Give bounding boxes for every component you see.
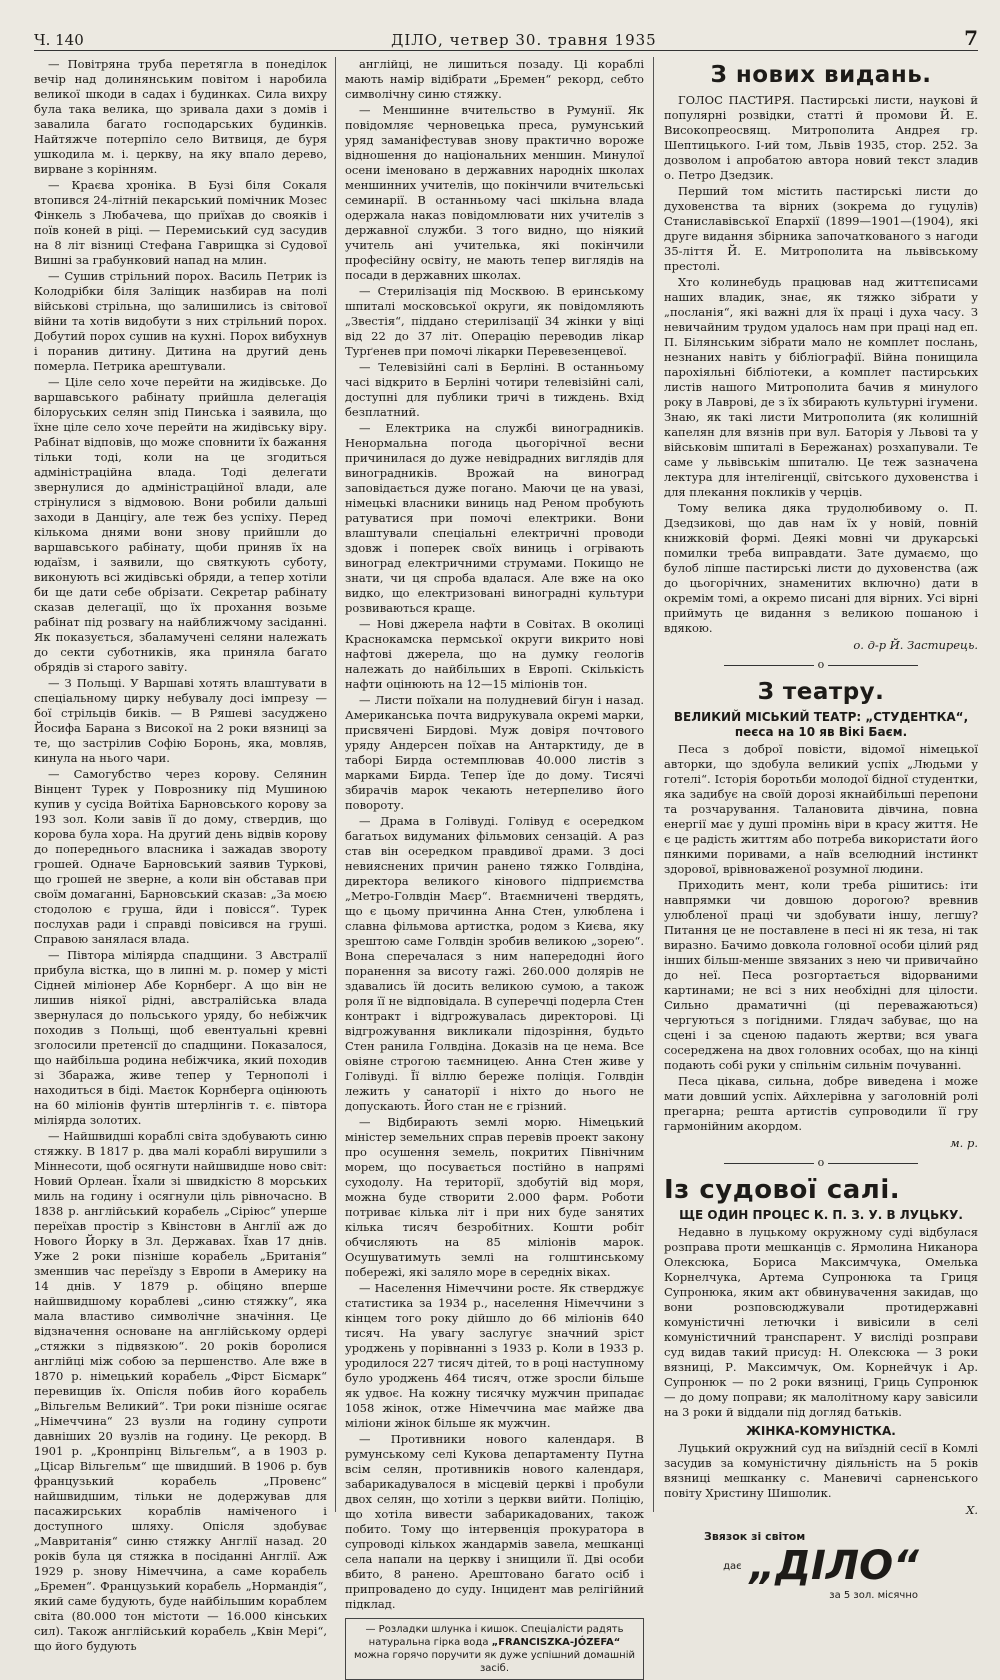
article-paragraph: ГОЛОС ПАСТИРЯ. Пастирські листи, наукові й популярні розвідки, статті й промови Й. Е. Високопреосвящ. Митрополита Андрея гр. Шептицького. І-ий том, Львів 1935, стор. 252. За дозволом і апробатою автора новий текст зладив о. Петро Дзедзик. (664, 93, 978, 182)
section-title-theatre: З театру. (757, 679, 885, 705)
page-number: 7 (964, 26, 978, 50)
dilo-ad-line-1: Звязок зі світом (704, 1530, 806, 1543)
article-paragraph: — Населення Німеччини росте. Як стверджує статистика за 1934 р., населення Німеччини з кінцем того року дійшло до 66 міліонів 640 тисяч. На увагу заслугує значний зріст уроджень у порівнанні з 1933 р. Коли в 1933 р. уродилося 227 тисяч дітей, то в році наступному було уроджень 464 тисяч, отже зросли більше як удвоє. На кожну тисячку мужчин припадає 1058 жінок, отже Німеччина має майже два міліони жінок більше як мужчин. (345, 1281, 645, 1430)
article-paragraph: Приходить мент, коли треба рішитись: іти навпрямки чи довшою дорогою? вревнив улюбленої праці чи здобувати іншу, легшу? Питання це не поставлене в песі ні як теза, ні так виразно. Бачимо довкола головної особи цілий ряд інших більш-менше звязаних з нею чи привичайно до неї. Песа розгортається відорваними картинами; не всі з них необхідні для цілости. Сильно драматичні (ці переважаються) чергуються з погідними. Глядач забуває, що на сцені і за сценою падають жертви; вся увага сосереджена на двох головних особах, що на кінці подають собі руки у спільнім сильнім почуванні. (664, 878, 978, 1072)
article-paragraph: — Самогубство через корову. Селянин Вінцент Турек у Поврознику під Мушиною купив у сусіда Войтіха Барновського корову за 193 зол. Коли завів її до дому, ствердив, що корова була хора. На другий день відвів корову до попереднього власника і зажадав звороту грошей. Одначе Барновський заявив Туркові, що грошей не зверне, а коли він обставав при своїм домаганні, Барновський сказав: „За моєю стодолою є груша, йди і повісся“. Турек послухав ради і справді повісився на груші. Справою занялася влада. (34, 767, 327, 946)
article-paragraph: — Драма в Голівуді. Голівуд є осередком багатьох видуманих фільмових сензацій. А раз став він осередком правдивої драми. З досі невияснених причин ранено тяжко Голвдіна, директора великого кінового підприємства „Метро-Голвдін Маєр“. Втаємничені твердять, що є цьому причинна Анна Стен, улюблена і славна фільмова артистка, родом з Києва, яку зрештою саме Голвдін зробив великою „зорею“. Вона сперечалася з ним напередодні його поранення за висоту гажі. 260.000 долярів не здавались їй досить великою сумою, а також роля її не відповідала. В суперечці подерла Стен контракт і відгрожувалась директорові. Ці відгрожування викликали підозріння, будьто Стен ранила Голвдіна. Доказів на це нема. Все овіяне строгою таємницею. Анна Стен живе у Голівуді. Її віллю береже поліція. Голвдін лежить у санаторії і ніхто до нього не допускають. Його стан не є грізний. (345, 814, 644, 1113)
ad-line-1: — Розладки шлунка і кишок. Спеціалісти радять (365, 1624, 624, 1635)
signature-publications: о. д-р Й. Застирець. (853, 638, 978, 652)
article-paragraph: Песа з доброї повісти, відомої німецької авторки, що здобула великий успіх „Людьми у готелі“. Історія боротьби молодої бідної студентки, яка задибує на своїй дорозі якнайбільші перепони та розчарування. Талановита дівчина, повна енергії має у душі промінь віри в красу життя. Не є це радість життям або потреба використати його пянкими поривами, а наїв вселюдний інстинкт здорової, врівноваженої розумної людини. (664, 742, 978, 876)
column-3 (654, 57, 978, 1601)
mineral-water-ad (345, 1618, 644, 1680)
article-paragraph: — Нові джерела нафти в Совітах. В околиці Краснокамска пермської округи викрито нові нафтові джерела, що на думку геологів належать до найбільших в Европі. Скількість нафти оцінюють на 12—15 міліонів тон. (345, 617, 644, 691)
article-paragraph: — Відбирають землі морю. Німецький міністер земельних справ перевів проект закону про осушення земель, покритих Північним морем, що посувається постійно в напрямі суходолу. На території, здобутій від моря, можна буде створити 2.000 фарм. Роботи потриває кілька літ і при них буде занятих кілька тисяч безробітних. Кошти робіт обчисляють на 85 міліонів марок. Осушуватимуть землі на голштинському побережі, які заляло море в середніх віках. (345, 1115, 644, 1279)
article-paragraph: — Повітряна труба перетягла в понеділок вечір над долинянським повітом і наробила великої шкоди в садах і будинках. Сила вихру була така велика, що зривала дахи з домів і завалила багато господарських будинків. Найтяжче потерпіло село Витвиця, де буря ушкодила м. і. церкву, на яку впало дерево, вирване з корінням. (34, 57, 327, 176)
ad-line-3: можна горячо поручити як дуже успішний домашній засіб. (354, 1650, 635, 1674)
article-paragraph: Хто колинебудь працював над життєписами наших владик, знає, як тяжко зібрати у „посланія“, які важні для їх праці і духа часу. З невичайним трудом удалось нам при праці над еп. П. Білянським зібрати мало не комплет послань, незнаних навіть у бібліографії. Війна понищила парохіяльні бібліотеки, а комплет пастирських листів нашого Митрополита бачив я минулого року в Лаврові, де з їх збирають культурні ігумени. Знаю, як такі листи Митрополита (як колишній капелян для вязнів при вул. Баторія у Львові та у військовім шпиталі в Бережанах) розхапували. Те саме у львівськім шпиталю. Це теж зазначена лектура для інтелігенції, світського духовенства і для плекання покликів у черців. (664, 275, 978, 499)
article-paragraph: Песа цікава, сильна, добре виведена і може мати довший успіх. Айхлерівна у заголовній ролі прегарна; решта артистів супроводили її гру гармонійним акордом. (664, 1074, 978, 1133)
dilo-ad-price: за 5 зол. місячно (829, 1590, 918, 1601)
section-title-new-publications: З нових видань. (710, 62, 932, 88)
article-paragraph: — Півтора міліярда спадщини. З Австралії прибула вістка, що в липні м. р. помер у місті Сідней міліонер Абе Корнберг. А що він не лишив ніякої рідні, австралійська влада звернулася до польського уряду, бо небіжчик походив з Польщі, щоб евентуальні кревні зголосили претенсії до спадщини. Показалося, що найбільша родина небіжчика, який походив зі Збаража, живе тепер у Тернополі і находиться в біді. Маєток Корнберга оцінюють на 60 міліонів фунтів штерлінгів т. є. півтора міліярда золотих. (34, 948, 327, 1127)
signature-theatre: м. р. (950, 1136, 978, 1150)
article-paragraph: — Листи поїхали на полудневий бігун і назад. Американська почта видрукувала окремі марки, присвячені Бирдові. Муж довіря почтового уряду Андерсен поїхав на Антарктиду, де в таборі Бирда остемплював 40.000 листів з марками Бирда. Тепер їде до дому. Тисячі збирачів марок чекають нетерпеливо його повороту. (345, 693, 644, 812)
section-title-court: Із судової салі. (664, 1175, 901, 1205)
columns (34, 57, 978, 1674)
article-paragraph: — З Польщі. У Варшаві хотять влаштувати в спеціальному цирку небувалу досі імпрезу — бої стрільців биків. — В Ряшеві засуджено Йосифа Барана з Високої на 2 роки вязниці за те, що застрілив Софію Боронь, яка, мовляв, кинула на нього чари. (34, 676, 327, 765)
ad-line-2: натуральна гірка вода (368, 1637, 489, 1648)
dilo-ad-gives: дає (723, 1560, 742, 1572)
article-paragraph: Тому велика дяка трудолюбивому о. П. Дзедзикові, що дав нам їх у новій, повній книжковій формі. Деякі мовні чи друкарські помилки треба виправдати. Зате думаємо, що булоб ліпше пастирські листи до духовенства (аж до цьогорічних, знаменитих включно) дати в окремім томі, а окремо писані для вірних. Усі вірні приймуть це видання з великою пошаною і вдякою. (664, 501, 978, 635)
article-paragraph: Луцький окружний суд на виїздній сесії в Комлі засудив за комуністичну діяльність на 5 років вязниці мешканку с. Маневичі сарненського повіту Христину Шишолик. (664, 1441, 978, 1500)
article-paragraph: — Противники нового календаря. В румунському селі Кукова департаменту Путна всім селян, противників нового календаря, забарикадувалося в місцевій церкві і пробули двох селян, що хотіли з церкви вийти. Поліцію, що хотіла вивести забарикадованих, також побито. Тому що інтервенція прокуратора в супроводі кількох жандармів завела, мешканці села напали на церкву і знищили її. Дві особи вбито, 8 ранено. Арештовано багато осіб і припровадено до суду. Інцидент мав релігійний підклад. (345, 1432, 644, 1611)
article-paragraph: — Меншинне вчительство в Румунії. Як повідомляє черновецька преса, румунський уряд заманіфестував знову практично вороже відношення до національних меншин. Минулої осени іменовано в державних народніх школах меншинних учителів, що покінчили вчительські семинарії. В останньому часі шкільна влада одержала наказ повідомлювати них учителів з державної служби. З того видно, що ніякий учитель ані учителька, які покінчили професійну освіту, не мають тепер виглядів на посади в державних школах. (345, 103, 644, 282)
article-paragraph: Недавно в луцькому окружному суді відбулася розправа проти мешканців с. Ярмолина Никанора Олексюка, Бориса Максимчука, Омелька Корнелчука, Артема Супронюка та Гриця Супронюка, яким акт обвинувачення закидав, що вони розповсюджували протидержавні комуністичні летючки і вивісили в селі комуністичний транспарент. У висліді розправи суд видав такий присуд: Н. Олексюка — 3 роки вязниці, Р. Максимчук, Ом. Корнейчук і Ар. Супронюк — по 2 роки вязниці, Гриць Супронюк — до дому поправи; як малолітному кару завісили на 3 роки й віддали під догляд батьків. (664, 1225, 978, 1419)
article-paragraph: Перший том містить пастирські листи до духовенства та вірних (зокрема до гуцулів) Станиславівської Епархії (1899—1901—(1904), які друге видання збірника започаткованого з нагоди 35-ліття Й. Е. Митрополита на львівському престолі. (664, 184, 978, 273)
divider: o (664, 1155, 978, 1170)
court-subheading-2: ЖІНКА-КОМУНІСТКА. (746, 1424, 896, 1438)
newspaper-date-line: ДІЛО, четвер 30. травня 1935 (391, 31, 657, 49)
column-1 (34, 57, 336, 1653)
article-paragraph: — Ціле село хоче перейти на жидівське. До варшавського рабінату прийшла делегація білоруських селян зпід Пинська і заявила, що їхне ціле село хоче перейти на жидівську віру. Рабінат відповів, що може сповнити їх бажання тільки тоді, коли на це згодиться адміністраційна влада. Тоді делегати звернулися до адміністраційної влади, але стрінулися з відмовою. Вони робили дальші заходи в Данцігу, але теж без успіху. Перед кількома днями вони знову прийшли до варшавського рабінату, щоби приняв їх на юдаїзм, і заявили, що святкують суботу, виконують всі жидівські обряди, а тепер хотіли би ще дати себе обрізати. Секретар рабінату сказав делегації, що їх прохання возьме рабінат під розвагу на найближчому засіданні. Як показується, збаламучені селяни належать до секти суботників, яка приняла багато обрядів зі старого завіту. (34, 375, 327, 674)
article-paragraph: — Телевізійні салі в Берліні. В останньому часі відкрито в Берліні чотири телевізійні салі, доступні для публики тричі в тиждень. Вхід безплатний. (345, 360, 644, 419)
court-subheading-1: ЩЕ ОДИН ПРОЦЕС К. П. З. У. В ЛУЦЬКУ. (679, 1208, 963, 1222)
ad-brand: „FRANCISZKA-JÓZEFA“ (491, 1637, 621, 1648)
article-paragraph: англійці, не лишиться позаду. Ці кораблі мають намір відібрати „Бремен“ рекорд, себто символічну синю стяжку. (345, 57, 644, 101)
article-paragraph: — Краєва хроніка. В Бузі біля Сокаля втопився 24-літній пекарський помічник Мозес Фінкель з Любачева, що приїхав до свояків і поїв коней в ріці. — Перемиський суд засудив на 8 літ візниці Стефана Гаврищка зі Судової Вишні за грабунковий напад на млин. (34, 178, 327, 267)
signature-court: Х. (966, 1503, 978, 1517)
dilo-subscription-ad (664, 1530, 978, 1602)
column-2 (336, 57, 654, 1674)
divider: o (664, 657, 978, 672)
article-paragraph: — Електрика на службі виноградників. Ненормальна погода цьогорічної весни причинилася до дуже невідрадних виглядів для виноградників. Врожай на виноград заповідається дуже погано. Маючи це на увазі, німецькі власники виниць над Реном пробують ратуватися при помочі електрики. Вони влаштували спеціальні електричні проводи здовж і поперек своїх виниць і огрівають виноград електричними струмами. Покищо не знати, чи ця спроба вдалася. Але вже на око видко, що електризовані виноградні культури розвиваються краще. (345, 421, 644, 615)
article-paragraph: — Найшвидші кораблі світа здобувають синю стяжку. В 1817 р. два малі кораблі вирушили з Міннесоти, щоб осягнути найшвидше ново світ: Новий Орлеан. Їхали зі швидкістю 8 морських миль на годину і осягнули ціль рівночасно. В 1838 р. англійський корабель „Сіріюс“ уперше переїхав простір з Квінстовн в Англії аж до Нового Йорку в Зл. Державах. Їхав 17 днів. Уже 2 роки пізніше корабель „Британія“ зменшив час переїзду з Европи в Америку на 14 днів. У 1879 р. обіцяно вперше найшвидшому кораблеві „синю стяжку“, яка мала властиво символічне значіння. Це відзначення основане на англійському ордері „стяжки з підвязкою“. 20 років боролися англійці між собою за першенство. Але вже в 1870 р. німецький корабель „Фірст Бісмарк“ перевищив їх. Опісля побив його корабель „Вільгельм Великий“. Три роки пізніше осягає „Німеччина“ 23 вузли на годину супроти давніших 20 вузлів на годину. Це рекорд. В 1901 р. „Кронпрінц Вільгельм“, а в 1903 р. „Цісар Вільгельм“ ще швидший. В 1906 р. був французький корабель „Провенс“ найшвидшим, тільки не додержував для пасажирських кораблів наміченого і доступного шляху. Опісля здобуває „Мавританія“ синю стяжку Англії назад. 20 років була ця стяжка в посіданні Англії. Аж 1929 р. знову Німеччина, а саме корабель „Бремен“. Французький корабель „Нормандія“, який саме будують, буде найбільшим кораблем світа (80.000 тон містоти — 16.000 кінських сил). Також англійський корабель „Квін Мері“, що його будують (34, 1129, 327, 1653)
theatre-subheading: ВЕЛИКИЙ МІСЬКИЙ ТЕАТР: „СТУДЕНТКА“, пеєса на 10 яв Вікі Баєм. (673, 710, 969, 739)
masthead (34, 26, 978, 51)
dilo-ad-logo: „ДІЛО“ (749, 1543, 919, 1589)
article-paragraph: — Сушив стрільний порох. Василь Петрик із Колодрібки біля Заліщик назбирав на полі військові стрільна, що залишились із світової війни та хотів видобути з них стрільний порох. Добутий порох сушив на кухні. Порох вибухнув і поранив дитину. Дитина на другий день померла. Петрика арештували. (34, 269, 327, 373)
issue-number: Ч. 140 (34, 31, 84, 49)
article-paragraph: — Стерилізація під Москвою. В еринському шпиталі московської округи, як повідомляють „Звестія“, піддано стерилізації 34 жінки у віці від 22 до 37 літ. Операцію переводив лікар Турґенев при помочі лікарки Перевезенцевої. (345, 284, 644, 358)
